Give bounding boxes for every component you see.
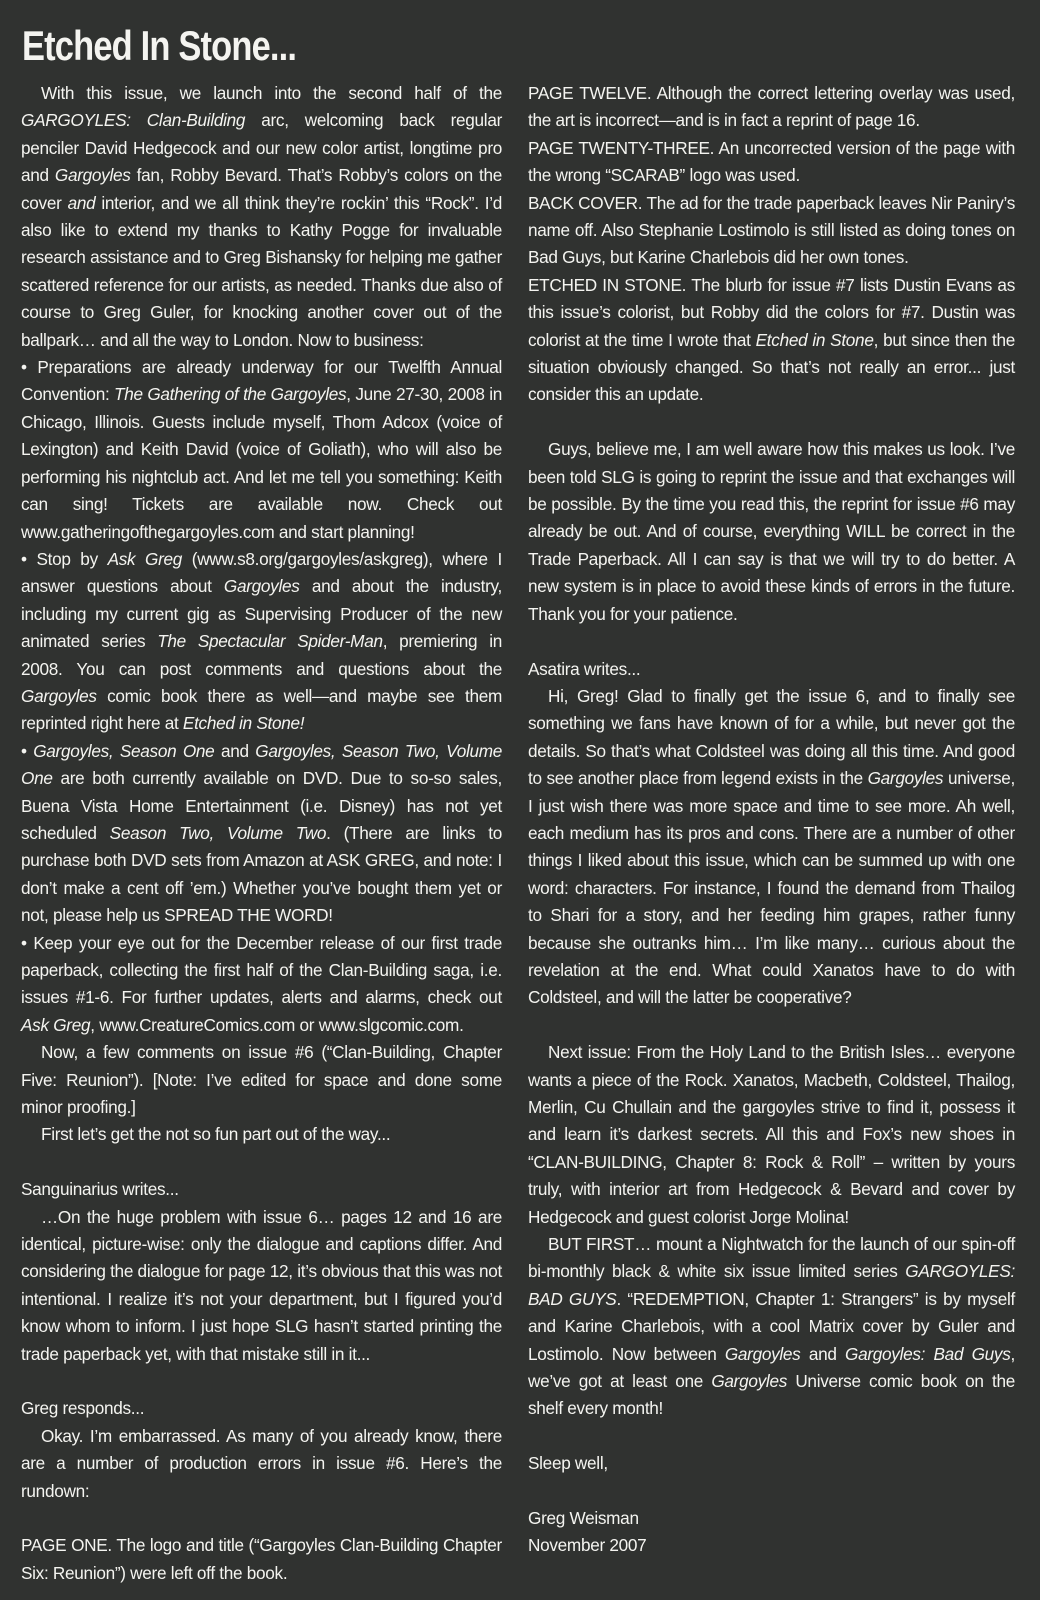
- paragraph: ETCHED IN STONE. The blurb for issue #7 lists Dustin Evans as this issue’s colorist, but Robby did the colors for #7. Dustin was colorist at the time I wrote that Etched in Stone, but since then the situation obviously changed. So that’s not really an error... just consider this an update.: [528, 274, 1015, 405]
- paragraph: Next issue: From the Holy Land to the British Isles… everyone wants a piece of the Rock. Xanatos, Macbeth, Coldsteel, Thailog, Merlin, Cu Chullain and the gargoyles strive to find it, possess it and learn it’s darkest secrets. All this and Fox’s new shoes in “CLAN-BUILDING, Chapter 8: Rock & Roll” – written by yours truly, with interior art from Hedgecock & Bevard and cover by Hedgecock and guest colorist Jorge Molina!: [528, 1042, 1015, 1227]
- bullet-paragraph: • Preparations are already underway for our Twelfth Annual Convention: The Gathering of the Gargoyles, June 27-30, 2008 in Chicago, Illinois. Guests include myself, Thom Adcox (voice of Lexington) and Keith David (voice of Goliath), who will also be performing his nightclub act. And let me tell you something: Keith can sing! Tickets are available now. Check out www.gatheringofthegargoyles.com and start planning!: [21, 354, 502, 546]
- paragraph-spacer: [528, 1423, 1015, 1450]
- paragraph: Hi, Greg! Glad to finally get the issue 6, and to finally see something we fans have known of for a while, but never got the details. So that’s what Coldsteel was doing all this time. And good to see another place from legend exists in the Gargoyles universe, I just wish there was more space and time to see more. Ah well, each medium has its pros and cons. There are a number of other things I liked about this issue, which can be summed up with one word: characters. For instance, I found the demand from Thailog to Shari for a story, and her feeding him grapes, rather funny because she outranks him… I’m like many… curious about the revelation at the end. What could Xanatos have to do with Coldsteel, and will the latter be cooperative?: [528, 685, 1015, 1008]
- paragraph: Greg responds...: [21, 1398, 145, 1419]
- right-column: [528, 80, 1015, 1560]
- bullet-paragraph: • Keep your eye out for the December release of our first trade paperback, collecting the first half of the Clan-Building saga, i.e. issues #1-6. For further updates, alerts and alarms, check out Ask Greg, www.CreatureComics.com or www.slgcomic.com.: [21, 930, 502, 1040]
- paragraph: BUT FIRST… mount a Nightwatch for the launch of our spin-off bi-monthly black & white six issue limited series GARGOYLES: BAD GUYS. “REDEMPTION, Chapter 1: Strangers” is by myself and Karine Charlebois, with a cool Matrix cover by Guler and Lostimolo. Now between Gargoyles and Gargoyles: Bad Guys, we’ve got at least one Gargoyles Universe comic book on the shelf every month!: [528, 1234, 1015, 1419]
- paragraph: BACK COVER. The ad for the trade paperback leaves Nir Paniry’s name off. Also Stephanie Lostimolo is still listed as doing tones on Bad Guys, but Karine Charlebois did her own tones.: [528, 192, 1015, 268]
- paragraph: Guys, believe me, I am well aware how this makes us look. I’ve been told SLG is going to reprint the issue and that exchanges will be possible. By the time you read this, the reprint for issue #6 may already be out. And of course, everything WILL be correct in the Trade Paperback. All I can say is that we will try to do better. A new system is in place to avoid these kinds of errors in the future. Thank you for your patience.: [528, 439, 1015, 624]
- paragraph: Okay. I’m embarrassed. As many of you already know, there are a number of production errors in issue #6. Here’s the rundown:: [21, 1425, 502, 1501]
- paragraph: Asatira writes...: [528, 658, 641, 679]
- paragraph-spacer: [528, 409, 1015, 436]
- paragraph: PAGE TWENTY-THREE. An uncorrected version of the page with the wrong “SCARAB” logo was used.: [528, 137, 1015, 186]
- paragraph: With this issue, we launch into the second half of the GARGOYLES: Clan-Building arc, welcoming back regular penciler David Hedgecock and our new color artist, longtime pro and Gargoyles fan, Robby Bevard. That’s Robby’s colors on the cover and interior, and we all think they’re rockin’ this “Rock”. I’d also like to extend my thanks to Kathy Pogge for invaluable research assistance and to Greg Bishansky for helping me gather scattered reference for our artists, as needed. Thanks due also of course to Greg Guler, for knocking another cover out of the ballpark… and all the way to London. Now to business:: [21, 83, 502, 350]
- paragraph: Sanguinarius writes...: [21, 1179, 179, 1200]
- paragraph-spacer: [528, 628, 1015, 655]
- paragraph: First let’s get the not so fun part out of the way...: [41, 1124, 391, 1145]
- paragraph-spacer: [528, 1012, 1015, 1039]
- page-title: Etched In Stone...: [22, 22, 297, 69]
- paragraph: …On the huge problem with issue 6… pages 12 and 16 are identical, picture-wise: only the dialogue and captions differ. And considering the dialogue for page 12, it’s obvious that this was not intentional. I realize it’s not your department, but I figured you’d know whom to inform. I just hope SLG hasn’t started printing the trade paperback yet, with that mistake still in it...: [21, 1206, 502, 1364]
- paragraph-spacer: [528, 1478, 1015, 1505]
- paragraph-spacer: [21, 1149, 502, 1176]
- left-column: [21, 80, 502, 1587]
- signature-line: Greg Weisman: [528, 1508, 639, 1529]
- paragraph-spacer: [21, 1505, 502, 1532]
- paragraph: Now, a few comments on issue #6 (“Clan-Building, Chapter Five: Reunion”). [Note: I’ve edited for space and done some minor proofing.]: [21, 1042, 502, 1118]
- bullet-paragraph: • Gargoyles, Season One and Gargoyles, Season Two, Volume One are both currently available on DVD. Due to so-so sales, Buena Vista Home Entertainment (i.e. Disney) has not yet scheduled Season Two, Volume Two. (There are links to purchase both DVD sets from Amazon at ASK GREG, and note: I don’t make a cent off ’em.) Whether you’ve bought them yet or not, please help us SPREAD THE WORD!: [21, 738, 502, 930]
- paragraph: PAGE TWELVE. Although the correct lettering overlay was used, the art is incorrect—and is in fact a reprint of page 16.: [528, 83, 1015, 131]
- bullet-paragraph: • Stop by Ask Greg (www.s8.org/gargoyles/askgreg), where I answer questions about Gargoyles and about the industry, including my current gig as Supervising Producer of the new animated series The Spectacular Spider-Man, premiering in 2008. You can post comments and questions about the Gargoyles comic book there as well—and maybe see them reprinted right here at Etched in Stone!: [21, 546, 502, 738]
- paragraph: PAGE ONE. The logo and title (“Gargoyles Clan-Building Chapter Six: Reunion”) were left off the book.: [21, 1535, 502, 1583]
- signature-line: Sleep well,: [528, 1453, 608, 1474]
- paragraph-spacer: [21, 1368, 502, 1395]
- signature-line: November 2007: [528, 1535, 647, 1556]
